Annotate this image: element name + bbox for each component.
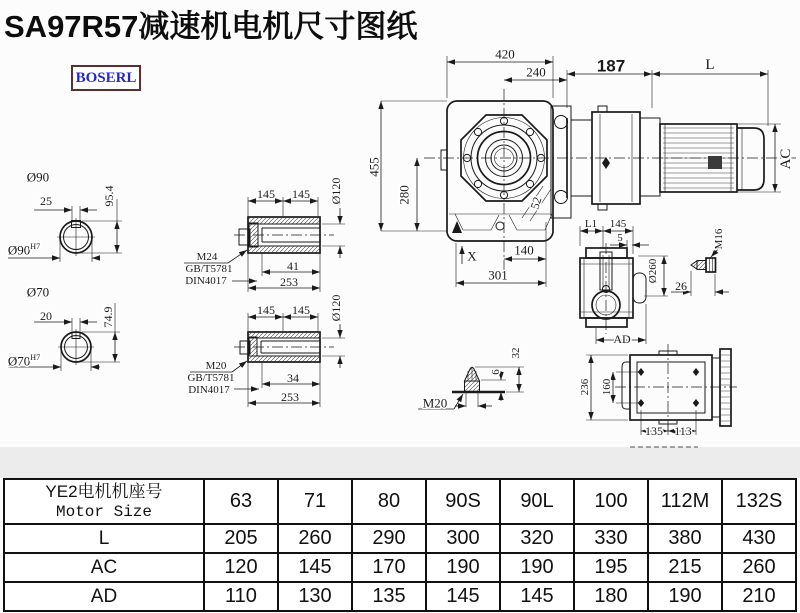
col-header-80: 80 <box>352 479 426 524</box>
col-header-132S: 132S <box>722 479 796 524</box>
dim-label-145: 145 <box>292 187 310 201</box>
motor-size-table <box>3 478 797 612</box>
table-cell: 210 <box>722 582 796 611</box>
row-label-L: L <box>4 524 204 553</box>
table-cell: 215 <box>648 553 722 582</box>
motor-size-header-en: Motor Size <box>55 503 152 522</box>
dim-label-236: 236 <box>579 378 591 396</box>
table-cell: 190 <box>426 553 500 582</box>
dim-label-455: 455 <box>366 157 382 177</box>
dim-label-26: 26 <box>675 279 687 293</box>
dim-label-280: 280 <box>396 185 412 205</box>
page-title: SA97R57减速机电机尺寸图纸 <box>4 9 418 44</box>
table-cell: 170 <box>352 553 426 582</box>
table-cell: 260 <box>722 553 796 582</box>
table-cell: 145 <box>426 582 500 611</box>
dim-label-5: 5 <box>617 232 623 244</box>
table-row-L <box>4 524 796 553</box>
dim-label-6: 6 <box>490 369 502 375</box>
table-cell: 195 <box>574 553 648 582</box>
dim-label-AD: AD <box>613 332 631 346</box>
table-cell: 260 <box>278 524 352 553</box>
dimension-labels <box>8 47 794 439</box>
motor-size-header-cn: YE2电机机座号 <box>45 481 163 501</box>
dim-label-M20: M20 <box>422 395 448 411</box>
dim-label-145: 145 <box>257 187 275 201</box>
gearbox-front-view <box>381 56 797 287</box>
dim-label-M20: M20 <box>205 360 227 372</box>
dim-label-Ø120: Ø120 <box>329 177 343 205</box>
dim-label-301: 301 <box>488 267 508 283</box>
dim-label-Ø90: Ø90 <box>26 169 50 185</box>
dim-label-DIN4017: DIN4017 <box>185 275 227 287</box>
dim-label-25: 25 <box>40 194 52 208</box>
dim-label-M24: M24 <box>196 251 218 263</box>
dim-label-GB/T5781: GB/T5781 <box>185 263 233 275</box>
dim-label-AC: AC <box>778 148 794 170</box>
table-cell: 205 <box>204 524 278 553</box>
table-cell: 120 <box>204 553 278 582</box>
dim-label-113: 113 <box>674 424 692 438</box>
dim-label-L: L <box>705 57 715 73</box>
dim-label-GB/T5781: GB/T5781 <box>187 372 235 384</box>
table-cell: 145 <box>500 582 574 611</box>
table-cell: 110 <box>204 582 278 611</box>
dim-label-Ø260: Ø260 <box>647 258 659 284</box>
dim-label-140: 140 <box>514 242 534 258</box>
table-cell: 330 <box>574 524 648 553</box>
dim-label-160: 160 <box>601 378 613 396</box>
col-header-63: 63 <box>204 479 278 524</box>
dim-label-145: 145 <box>257 303 275 317</box>
dim-label-240: 240 <box>526 64 546 80</box>
dim-label-DIN4017: DIN4017 <box>188 384 230 396</box>
col-header-71: 71 <box>278 479 352 524</box>
dim-label-Ø70: $Ø70^{H7}$ <box>7 352 41 369</box>
table-cell: 300 <box>426 524 500 553</box>
table-cell: 290 <box>352 524 426 553</box>
dim-label-20: 20 <box>40 309 52 323</box>
dim-label-253: 253 <box>281 390 299 404</box>
dim-label-32: 32 <box>510 347 522 359</box>
dim-label-34: 34 <box>287 371 299 385</box>
table-cell: 130 <box>278 582 352 611</box>
row-label-AC: AC <box>4 553 204 582</box>
dim-label-145: 145 <box>292 303 310 317</box>
table-cell: 380 <box>648 524 722 553</box>
table-row-AC <box>4 553 796 582</box>
dim-label-Ø120: Ø120 <box>329 294 343 322</box>
dim-label-74.9: 74.9 <box>101 306 115 328</box>
table-cell: 145 <box>278 553 352 582</box>
row-label-AD: AD <box>4 582 204 611</box>
col-header-112M: 112M <box>648 479 722 524</box>
table-cell: 430 <box>722 524 796 553</box>
gearbox-side-view <box>580 226 668 344</box>
boserl-logo-text: BOSERL <box>75 69 137 86</box>
table-cell: 320 <box>500 524 574 553</box>
dim-label-145: 145 <box>609 218 627 230</box>
dim-label-M16: M16 <box>713 228 725 250</box>
dim-label-L1: L1 <box>584 218 598 230</box>
dim-label-52: 52 <box>527 195 545 211</box>
dim-label-420: 420 <box>495 46 515 62</box>
dim-label-95.4: 95.4 <box>102 185 116 207</box>
dim-label-Ø70: Ø70 <box>26 284 50 300</box>
col-header-90L: 90L <box>500 479 574 524</box>
table-row-AD <box>4 582 796 611</box>
dim-label-X: X <box>467 248 477 264</box>
col-header-100: 100 <box>574 479 648 524</box>
motor-size-header <box>4 479 204 524</box>
table-header-row <box>4 479 796 524</box>
table-cell: 190 <box>500 553 574 582</box>
dim-label-253: 253 <box>280 275 298 289</box>
dim-label-41: 41 <box>287 259 299 273</box>
table-cell: 190 <box>648 582 722 611</box>
dim-label-Ø90: $Ø90^{H7}$ <box>7 241 41 258</box>
dim-label-135: 135 <box>645 424 663 438</box>
dim-label-187: 187 <box>596 56 626 76</box>
table-cell: 135 <box>352 582 426 611</box>
col-header-90S: 90S <box>426 479 500 524</box>
table-cell: 180 <box>574 582 648 611</box>
